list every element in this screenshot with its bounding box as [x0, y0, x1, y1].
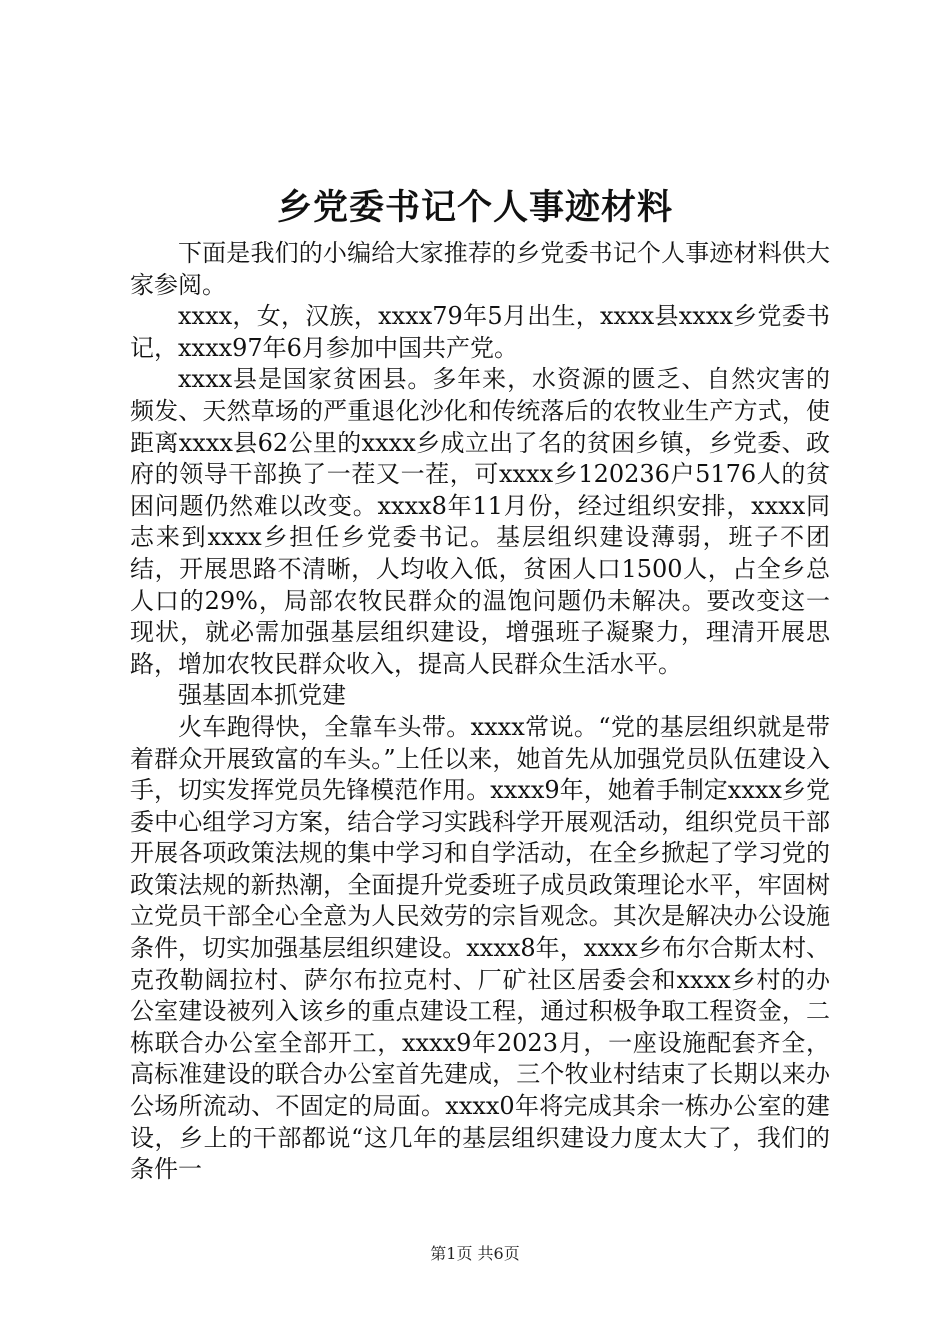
paragraph-background: xxxx县是国家贫困县。多年来，水资源的匮乏、自然灾害的频发、天然草场的严重退化沙化和传统落后的农牧业生产方式，使距离xxxx县62公里的xxxx乡成立出了名的贫困乡镇，乡党委、政府的领导干部换了一茬又一茬，可xxxx乡120236户5176人的贫困问题仍然难以改变。xxxx8年11月份，经过组织安排，xxxx同志来到xxxx乡担任乡党委书记。基层组织建设薄弱，班子不团结，开展思路不清晰，人均收入低，贫困人口1500人，占全乡总人口的29%，局部农牧民群众的温饱问题仍未解决。要改变这一现状，就必需加强基层组织建设，增强班子凝聚力，理清开展思路，增加农牧民群众收入，提高人民群众生活水平。 — [130, 365, 830, 678]
document-title: 乡党委书记个人事迹材料 — [276, 187, 673, 228]
paragraph-intro: 下面是我们的小编给大家推荐的乡党委书记个人事迹材料供大家参阅。 — [130, 239, 830, 299]
section-heading: 强基固本抓党建 — [178, 681, 346, 710]
paragraph-party-building: 火车跑得快，全靠车头带。xxxx常说。“党的基层组织就是带着群众开展致富的车头。”上任以来，她首先从加强党员队伍建设入手，切实发挥党员先锋模范作用。xxxx9年，她着手制定xxxx乡党委中心组学习方案，结合学习实践科学开展观活动，组织党员干部开展各项政策法规的集中学习和自学活动，在全乡掀起了学习党的政策法规的新热潮，全面提升党委班子成员政策理论水平，牢固树立党员干部全心全意为人民效劳的宗旨观念。其次是解决办公设施条件，切实加强基层组织建设。xxxx8年，xxxx乡布尔合斯太村、克孜勒阔拉村、萨尔布拉克村、厂矿社区居委会和xxxx乡村的办公室建设被列入该乡的重点建设工程，通过积极争取工程资金，二栋联合办公室全部开工，xxxx9年2023月，一座设施配套齐全，高标准建设的联合办公室首先建成，三个牧业村结束了长期以来办公场所流动、不固定的局面。xxxx0年将完成其余一栋办公室的建设，乡上的干部都说“这几年的基层组织建设力度太大了，我们的条件一 — [130, 712, 830, 1184]
page-footer: 第1页 共6页 — [430, 1244, 520, 1263]
paragraph-profile: xxxx，女，汉族，xxxx79年5月出生，xxxx县xxxx乡党委书记，xxxx97年6月参加中国共产党。 — [130, 302, 830, 362]
document-body — [130, 238, 830, 1186]
